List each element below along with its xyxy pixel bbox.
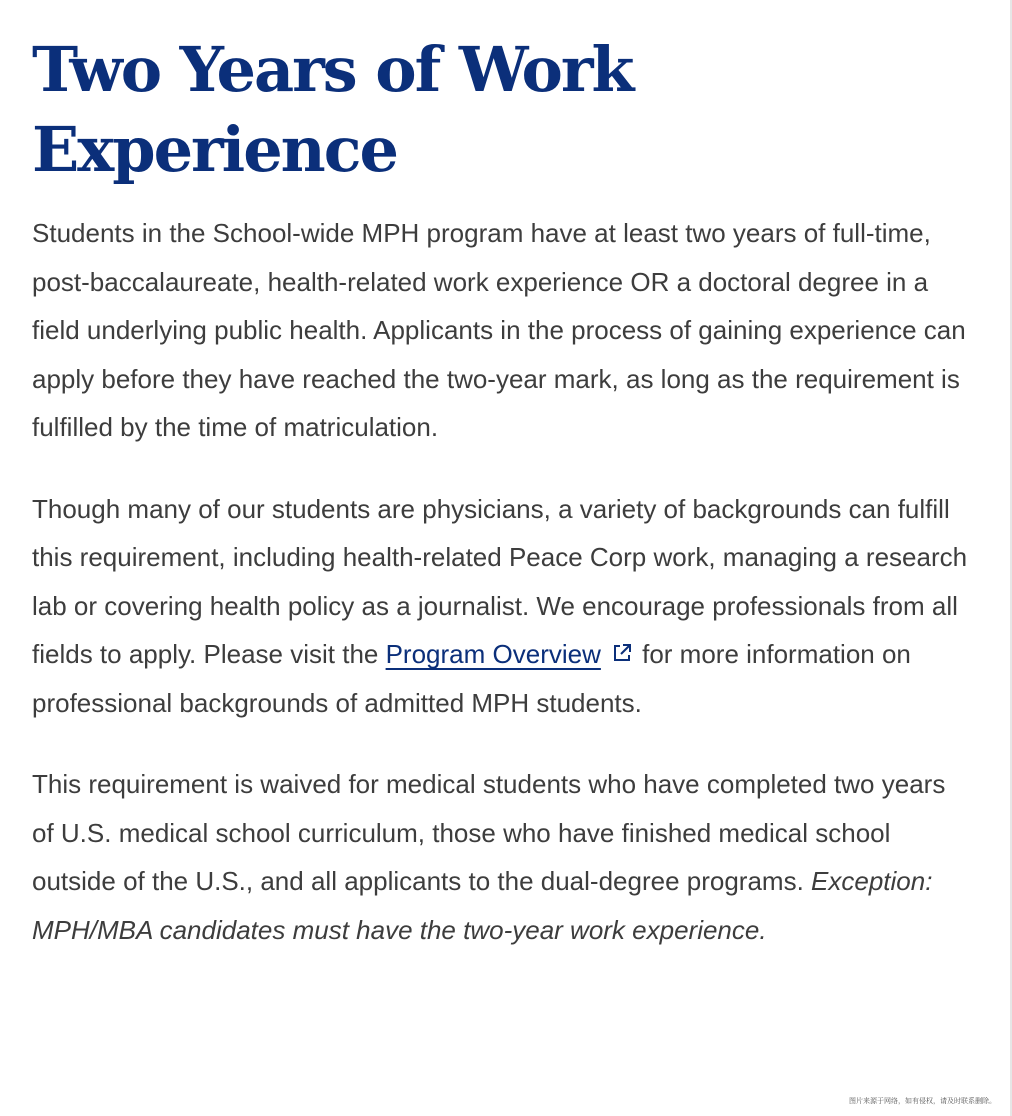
page-title-line-1: Two Years of Work — [32, 33, 633, 106]
page-title-line-2: Experience — [32, 113, 397, 186]
paragraph-backgrounds-text-end: for more information on professional backgrounds of admitted MPH students. — [32, 639, 911, 718]
program-overview-link[interactable]: Program Overview — [385, 639, 601, 669]
paragraph-backgrounds-text: Though many of our students are physicians, a variety of backgrounds can fulfill this requirement, including health-related Peace Corp work, managing a research lab or covering health policy as a journalist. We encourage professionals from all fields to apply. Please visit the — [32, 493, 968, 669]
page-title — [32, 30, 792, 190]
paragraph-work-experience: Students in the School-wide MPH program have at least two years of full-time, post-baccalaureate, health-related work experience OR a doctoral degree in a field underlying public health. Applicants in the process of gaining experience can apply before they have reached the two-year mark, as long as the requirement is fulfilled by the time of matriculation. — [32, 218, 966, 442]
exception-note: Exception: MPH/MBA candidates must have the two-year work experience. — [32, 866, 933, 945]
paragraph-waiver-text: This requirement is waived for medical students who have completed two years of U.S. medical school curriculum, those who have finished medical school outside of the U.S., and all applicants to the dual-degree programs. — [32, 769, 946, 896]
paragraph-backgrounds — [32, 485, 972, 728]
external-link-icon[interactable] — [611, 642, 633, 664]
image-source-watermark: 图片来源于网络，如有侵权，请及时联系删除。 — [849, 1097, 996, 1105]
paragraph-waiver — [32, 760, 972, 954]
